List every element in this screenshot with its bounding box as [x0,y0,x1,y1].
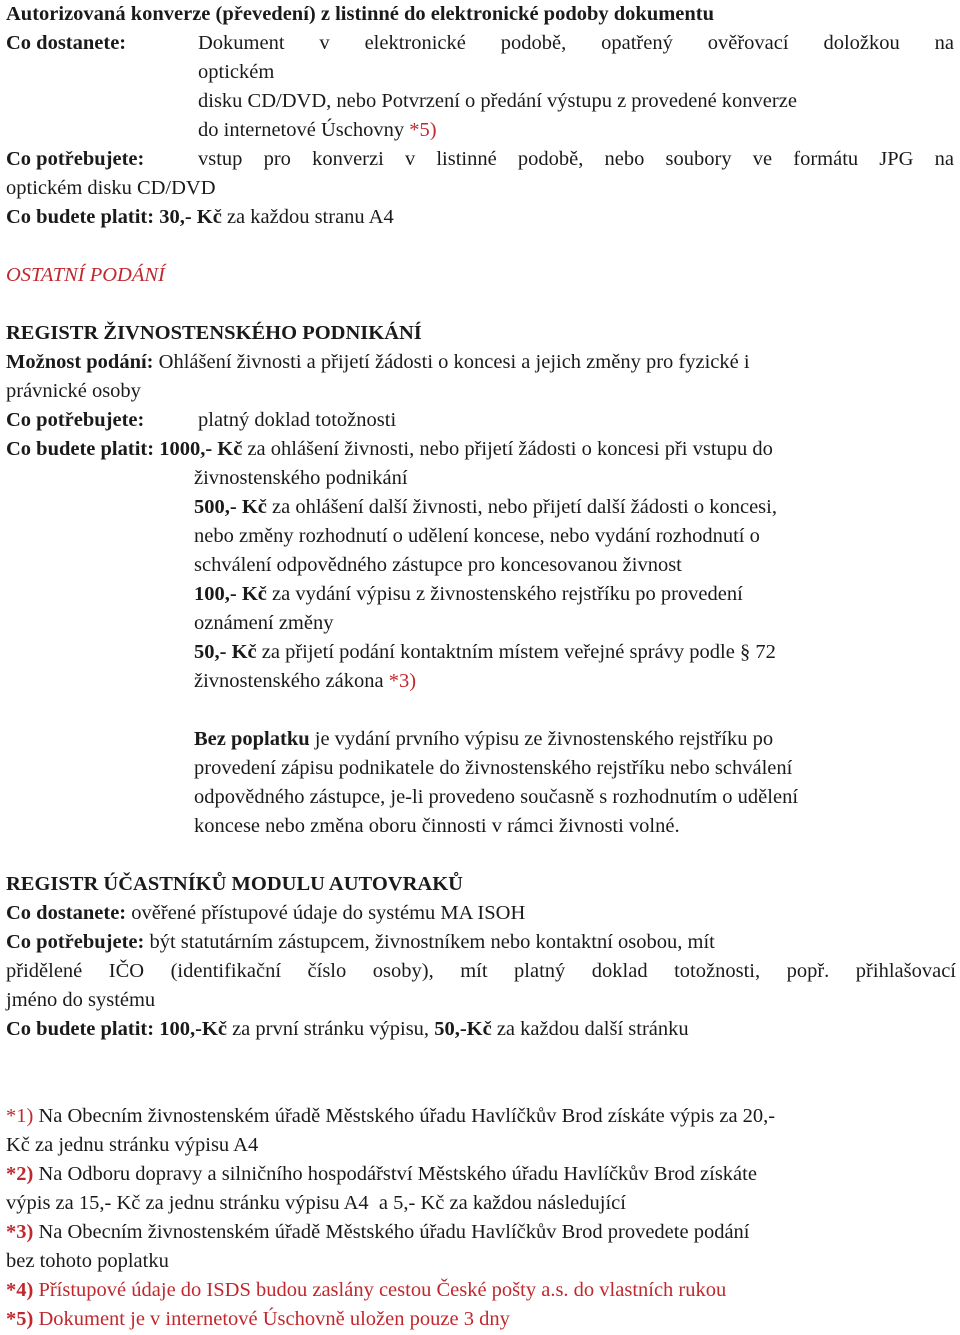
footnote-1-text: Na Obecním živnostenském úřadě Městského úřadu Havlíčkův Brod získáte výpis za 20,- [38,1105,776,1127]
footnote-5-ref: *5) [6,1308,34,1330]
konverze-dostanete-line4 [6,116,956,145]
konverze-potrebujete-label: Co potřebujete: [6,148,145,170]
autovraky-potrebujete-label: Co potřebujete: [6,931,145,953]
autovraky-potrebujete-line2: přidělené IČO (identifikační číslo osoby), mít platný doklad totožnosti, popř. přihlašovací [6,960,956,982]
autovraky-heading: REGISTR ÚČASTNÍKŮ MODULU AUTOVRAKŮ [6,873,463,895]
zivnost-fee1-text: za ohlášení živnosti, nebo přijetí žádosti o koncesi při vstupu do [247,438,773,460]
konverze-platit-amount: 30,- Kč [159,206,222,228]
autovraky-platit-row [6,1015,956,1044]
autovraky-potrebujete-row [6,928,956,957]
zivnost-fee2-row [6,493,956,522]
zivnost-fee1-amount: 1000,- Kč [159,438,243,460]
zivnost-fee2-amount: 500,- Kč [194,496,267,518]
footnote-4 [6,1276,956,1305]
zivnost-fee4-line2-text: živnostenského zákona [194,670,384,692]
zivnost-bez-label: Bez poplatku [194,728,310,750]
zivnost-fee3-row [6,580,956,609]
zivnost-fee3-amount: 100,- Kč [194,583,267,605]
zivnost-fee3-line2: oznámení změny [194,612,334,634]
autovraky-potrebujete-line3: jméno do systému [6,989,156,1011]
konverze-platit-row [6,203,956,232]
autovraky-platit-label: Co budete platit: [6,1018,155,1040]
zivnost-bez-line3: odpovědného zástupce, je-li provedeno současně s rozhodnutím o udělení [194,786,799,808]
zivnost-fee2-text: za ohlášení další živnosti, nebo přijetí další žádosti o koncesi, [272,496,777,518]
autovraky-platit-text2: za každou další stránku [496,1018,689,1040]
zivnost-platit-row [6,435,956,464]
zivnost-moznost-label: Možnost podání: [6,351,154,373]
autovraky-dostanete-row [6,899,956,928]
autovraky-potrebujete-text: být statutárním zástupcem, živnostníkem nebo kontaktní osobou, mít [149,931,715,953]
footnote-2-text: Na Odboru dopravy a silničního hospodářství Městského úřadu Havlíčkův Brod získáte [38,1163,757,1185]
zivnost-fee3-text: za vydání výpisu z živnostenského rejstříku po provedení [272,583,743,605]
konverze-potrebujete-row [6,145,956,174]
footnote-1 [6,1102,956,1131]
zivnost-bez-row [6,725,956,754]
konverze-dostanete-row [6,29,956,58]
zivnost-potrebujete-row [6,406,956,435]
footnote-3 [6,1218,956,1247]
footnote-5-text: Dokument je v internetové Úschovně uložen pouze 3 dny [38,1308,510,1330]
zivnost-fee1-line2: živnostenského podnikání [194,467,408,489]
autovraky-dostanete-label: Co dostanete: [6,902,127,924]
footnote-ref-3: *3) [388,670,417,692]
zivnost-moznost-row [6,348,956,377]
footnote-4-text: Přístupové údaje do ISDS budou zaslány cestou České pošty a.s. do vlastních rukou [38,1279,727,1301]
zivnost-fee2-line2: nebo změny rozhodnutí o udělení koncese, nebo vydání rozhodnutí o [194,525,760,547]
zivnost-bez-line2: provedení zápisu podnikatele do živnostenského rejstříku nebo schválení [194,757,793,779]
zivnost-fee4-line2 [6,667,956,696]
autovraky-dostanete-text: ověřené přístupové údaje do systému MA ISOH [131,902,526,924]
footnote-4-ref: *4) [6,1279,34,1301]
konverze-dostanete-label: Co dostanete: [6,32,127,54]
footnote-1-line2: Kč za jednu stránku výpisu A4 [6,1134,259,1156]
konverze-potrebujete-line2: optickém disku CD/DVD [6,177,216,199]
konverze-dostanete-text: Dokument v elektronické podobě, opatřený ověřovací doložkou na [198,32,954,54]
autovraky-platit-amount1: 100,-Kč [159,1018,227,1040]
zivnost-bez-text: je vydání prvního výpisu ze živnostenského rejstříku po [314,728,774,750]
footnote-2-line2: výpis za 15,- Kč za jednu stránku výpisu A4 a 5,- Kč za každou následující [6,1192,626,1214]
zivnost-fee4-text: za přijetí podání kontaktním místem veřejné správy podle [261,641,735,663]
konverze-platit-label: Co budete platit: [6,206,155,228]
footnote-ref-5: *5) [409,119,437,141]
autovraky-platit-amount2: 50,-Kč [434,1018,492,1040]
zivnost-moznost-line2: právnické osoby [6,380,141,402]
footnote-5 [6,1305,956,1334]
zivnost-fee4-amount: 50,- Kč [194,641,257,663]
zivnost-heading: REGISTR ŽIVNOSTENSKÉHO PODNIKÁNÍ [6,322,422,344]
section-sign: § [739,641,751,663]
zivnost-potrebujete-text: platný doklad totožnosti [198,409,397,431]
footnote-3-line2: bez tohoto poplatku [6,1250,169,1272]
konverze-title: Autorizovaná konverze (převedení) z listinné do elektronické podoby dokumentu [6,3,715,25]
footnote-2-ref: *2) [6,1163,34,1185]
ostatni-podani-heading: OSTATNÍ PODÁNÍ [6,264,165,286]
zivnost-moznost-text: Ohlášení živnosti a přijetí žádosti o koncesi a jejich změny pro fyzické i [158,351,750,373]
zivnost-platit-label: Co budete platit: [6,438,155,460]
autovraky-platit-text1: za první stránku výpisu, [232,1018,430,1040]
konverze-dostanete-line2: optickém [198,61,275,83]
zivnost-fee4-row [6,638,956,667]
footnote-3-text: Na Obecním živnostenském úřadě Městského úřadu Havlíčkův Brod provedete podání [38,1221,750,1243]
footnote-3-ref: *3) [6,1221,34,1243]
zivnost-bez-line4: koncese nebo změna oboru činnosti v rámci živnosti volné. [194,815,680,837]
footnote-1-ref: *1) [6,1105,34,1127]
konverze-dostanete-line3: disku CD/DVD, nebo Potvrzení o předání výstupu z provedené konverze [198,90,797,112]
konverze-platit-text: za každou stranu A4 [226,206,394,228]
konverze-potrebujete-text: vstup pro konverzi v listinné podobě, nebo soubory ve formátu JPG na [198,148,954,170]
document-page [6,0,956,1334]
konverze-dostanete-line4-text: do internetové Úschovny [198,119,405,141]
zivnost-fee2-line3: schválení odpovědného zástupce pro koncesovanou živnost [194,554,682,576]
zivnost-fee4-paragraph: 72 [755,641,776,663]
footnote-2 [6,1160,956,1189]
zivnost-potrebujete-label: Co potřebujete: [6,409,145,431]
